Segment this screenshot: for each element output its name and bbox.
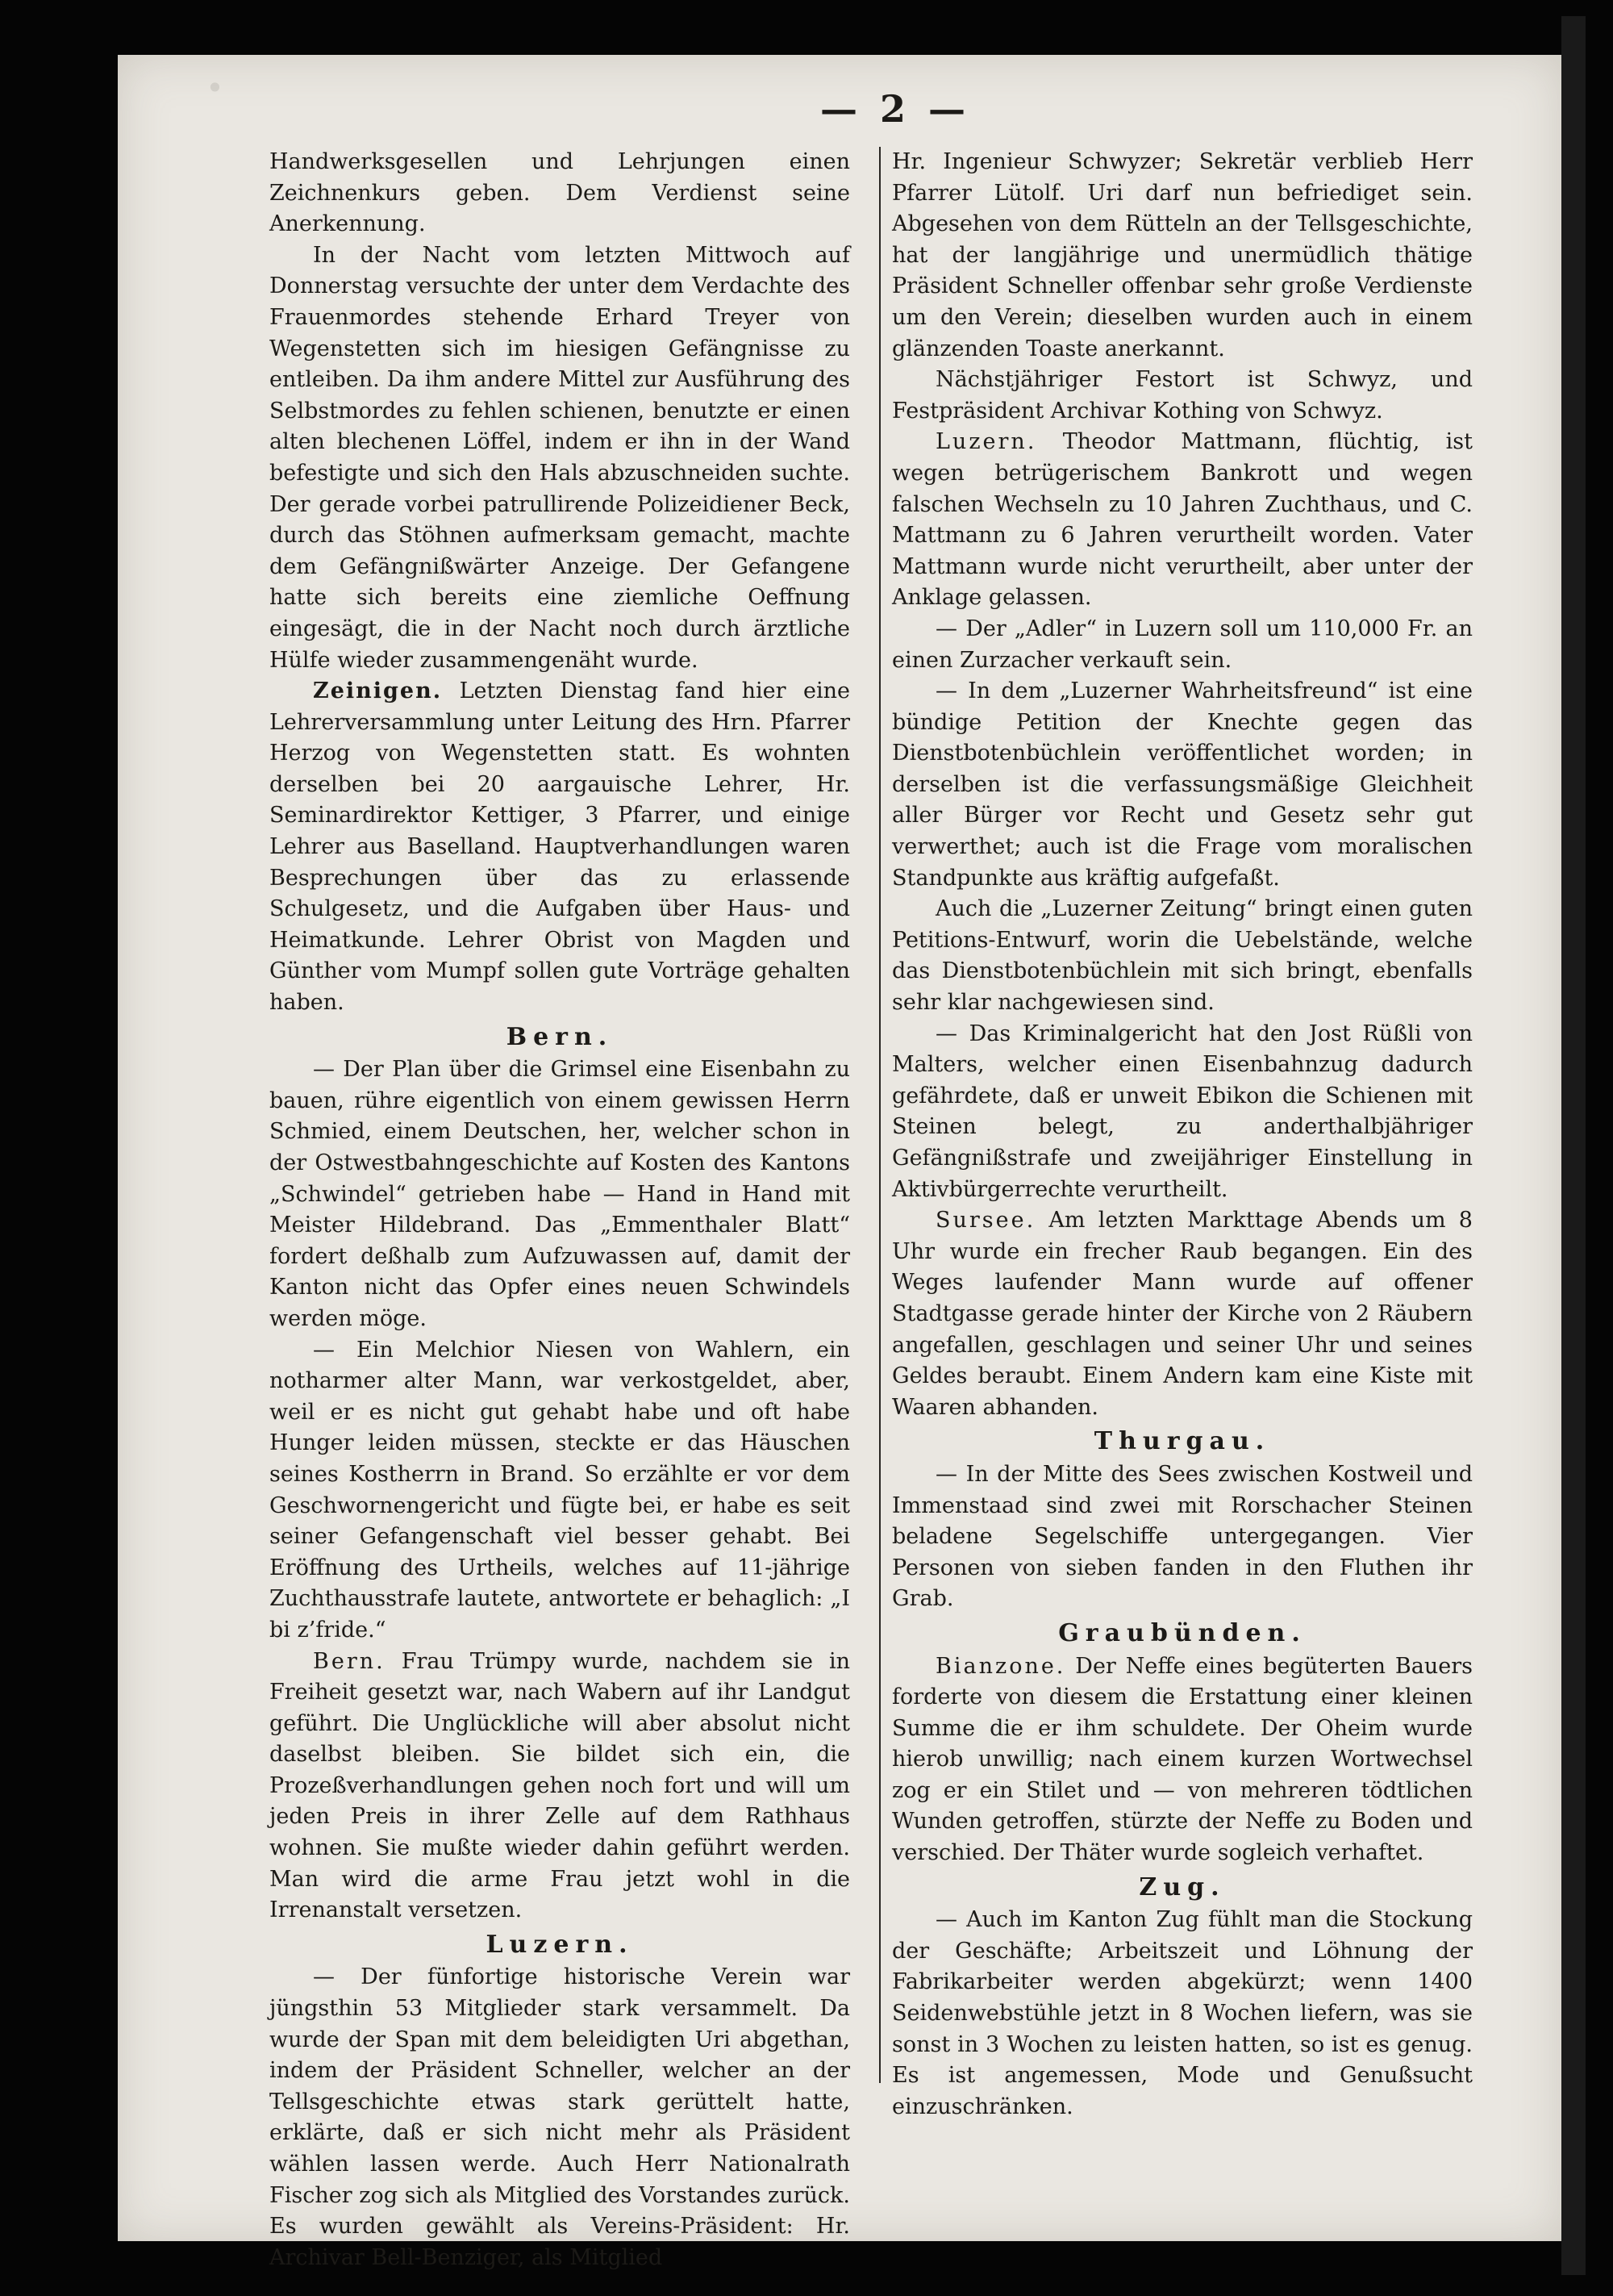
article-paragraph [892,365,1473,427]
paragraph-lead: Zeinigen. [313,678,443,704]
paragraph-text: Am letzten Markttage Abends um 8 Uhr wurde ein frecher Raub begangen. Ein des Weges laufender Mann wurde auf offener Stadtgasse gerade hinter der Kirche von 2 Räubern angefallen, geschlagen und seiner Uhr und seines Geldes beraubt. Einem Andern kam eine Kiste mit Waaren abhanden. [892,1208,1473,1420]
page-number: — 2 — [819,87,971,131]
section-heading: Bern. [506,1022,614,1051]
article-paragraph [269,676,850,1019]
paragraph-text: — In dem „Luzerner Wahrheitsfreund“ ist eine bündige Petition der Knechte gegen das Dienstbotenbüchlein veröffentlichet worden; in derselben ist die verfassungsmäßige Gleichheit aller Bürger vor Recht und Gesetz sehr gut verwerthet; auch ist die Frage vom moralischen Standpunkte aus kräftig aufgefaßt. [892,678,1473,891]
column-divider [879,147,881,2083]
article-paragraph [892,894,1473,1018]
article-paragraph [892,614,1473,676]
article-paragraph [892,1019,1473,1206]
article-paragraph [892,1205,1473,1423]
paragraph-text: Frau Trümpy wurde, nachdem sie in Freiheit gesetzt war, nach Wabern auf ihr Landgut geführt. Die Unglückliche will aber absolut nicht daselbst bleiben. Sie bildet sich ein, die Prozeßverhandlungen gehen noch fort und will um jeden Preis in ihrer Zelle auf dem Rathhaus wohnen. Sie mußte wieder dahin geführt werden. Man wird die arme Frau jetzt wohl in die Irrenanstalt versetzen. [269,1648,850,1923]
bleed-through-mark: · [206,60,223,116]
article-paragraph [269,240,850,676]
paragraph-text: — Der fünfortige historische Verein war jüngsthin 53 Mitglieder stark versammelt. Da wurde der Span mit dem beleidigten Uri abgethan, indem der Präsident Schneller, welcher an der Tellsgeschichte etwas stark gerüttelt hatte, erklärte, daß er sich nicht mehr als Präsident wählen lassen werde. Auch Herr Nationalrath Fischer zog sich als Mitglied des Vorstandes zurück. Es wurden gewählt als Vereins-Präsident: Hr. Archivar Bell-Benziger, als Mitglied [269,1964,850,2270]
paragraph-text: Auch die „Luzerner Zeitung“ bringt einen guten Petitions-Entwurf, worin die Uebelstände, welche das Dienstbotenbüchlein mit sich bringt, ebenfalls sehr klar nachgewiesen sind. [892,896,1473,1016]
article-paragraph [892,1459,1473,1615]
article-paragraph [892,1651,1473,1869]
right-column [892,147,1473,2123]
section-heading: Zug. [1139,1872,1226,1902]
paragraph-lead: Bern. [313,1648,386,1674]
paragraph-text: Nächstjähriger Festort ist Schwyz, und Festpräsident Archivar Kothing von Schwyz. [892,367,1473,424]
article-paragraph [892,147,1473,365]
section-heading: Graubünden. [1058,1618,1307,1647]
scan-edge-strip [1561,16,1586,2275]
article-paragraph [892,676,1473,894]
article-paragraph [892,427,1473,614]
paragraph-lead: Luzern. [936,429,1037,455]
article-paragraph [269,147,850,240]
article-paragraph [269,1335,850,1647]
paragraph-text: — Ein Melchior Niesen von Wahlern, ein notharmer alter Mann, war verkostgeldet, aber, weil er es nicht gut gehabt habe und oft habe Hunger leiden müssen, steckte er das Häuschen seines Kostherrn in Brand. So erzählte er vor dem Geschwornengericht und fügte bei, er habe es seit seiner Gefangenschaft viel besser gehabt. Bei Eröffnung des Urtheils, welches auf 11-jährige Zuchthausstrafe lautete, antwortete er behaglich: „I bi z’fride.“ [269,1337,850,1643]
section-heading: Thurgau. [1094,1427,1271,1456]
paragraph-text: — Der Plan über die Grimsel eine Eisenbahn zu bauen, rühre eigentlich von einem gewissen Herrn Schmied, einem Deutschen, her, welcher schon in der Ostwestbahngeschichte auf Kosten des Kantons „Schwindel“ getrieben habe — Hand in Hand mit Meister Hildebrand. Das „Emmenthaler Blatt“ fordert deßhalb zum Aufzuwassen auf, damit der Kanton nicht das Opfer eines neuen Schwindels werden möge. [269,1057,850,1331]
paragraph-text: Der Neffe eines begüterten Bauers forderte von diesem die Erstattung einer kleinen Summe die er ihm schuldete. Der Oheim wurde hierob unwillig; nach einem kurzen Wortwechsel zog er ein Stilet und — von mehreren tödtlichen Wunden getroffen, stürzte der Neffe zu Boden und verschied. Der Thäter wurde sogleich verhaftet. [892,1653,1473,1866]
paragraph-text: Handwerksgesellen und Lehrjungen einen Zeichnenkurs geben. Dem Verdienst seine Anerkennung. [269,149,850,237]
paragraph-text: Theodor Mattmann, flüchtig, ist wegen betrügerischem Bankrott und wegen falschen Wechseln zu 10 Jahren Zuchthaus, und C. Mattmann zu 6 Jahren verurtheilt worden. Vater Mattmann wurde nicht verurtheilt, aber unter der Anklage gelassen. [892,429,1473,611]
paragraph-lead: Bianzone. [936,1653,1066,1679]
paragraph-text: — In der Mitte des Sees zwischen Kostweil und Immenstaad sind zwei mit Rorschacher Steinen beladene Segelschiffe untergegangen. Vier Personen von sieben fanden in den Fluthen ihr Grab. [892,1461,1473,1612]
article-paragraph [892,1905,1473,2123]
article-paragraph [269,1647,850,1927]
left-column [269,147,850,2273]
section-heading: Luzern. [486,1930,634,1959]
paragraph-text: — Auch im Kanton Zug fühlt man die Stockung der Geschäfte; Arbeitszeit und Löhnung der Fabrikarbeiter werden abgekürzt; wenn 1400 Seidenwebstühle jetzt in 8 Wochen liefern, was sie sonst in 3 Wochen zu leisten hatten, so ist es genug. Es ist angemessen, Mode und Genußsucht einzuschränken. [892,1907,1473,2119]
paragraph-text: Hr. Ingenieur Schwyzer; Sekretär verblieb Herr Pfarrer Lütolf. Uri darf nun befriediget sein. Abgesehen von dem Rütteln an der Tellsgeschichte, hat der langjährige und unermüdlich thätige Präsident Schneller offenbar sehr große Verdienste um den Verein; dieselben wurden auch in einem glänzenden Toaste anerkannt. [892,149,1473,361]
paragraph-text: In der Nacht vom letzten Mittwoch auf Donnerstag versuchte der unter dem Verdachte des Frauenmordes stehende Erhard Treyer von Wegenstetten sich im hiesigen Gefängnisse zu entleiben. Da ihm andere Mittel zur Ausführung des Selbstmordes zu fehlen schienen, benutzte er einen alten blechenen Löffel, indem er ihn in der Wand befestigte und sich den Hals abzuschneiden suchte. Der gerade vorbei patrullirende Polizeidiener Beck, durch das Stöhnen aufmerksam gemacht, machte dem Gefängnißwärter Anzeige. Der Gefangene hatte sich bereits eine ziemliche Oeffnung eingesägt, die in der Nacht noch durch ärztliche Hülfe wieder zusammengenäht wurde. [269,242,850,673]
paragraph-text: — Das Kriminalgericht hat den Jost Rüßli von Malters, welcher einen Eisenbahnzug dadurch gefährdete, daß er unweit Ebikon die Schienen mit Steinen belegt, zu anderthalbjähriger Gefängnißstrafe und zweijähriger Einstellung in Aktivbürgerrechte verurtheilt. [892,1021,1473,1202]
paragraph-text: — Der „Adler“ in Luzern soll um 110,000 Fr. an einen Zurzacher verkauft sein. [892,616,1473,673]
paragraph-lead: Sursee. [936,1208,1036,1234]
paragraph-text: Letzten Dienstag fand hier eine Lehrerversammlung unter Leitung des Hrn. Pfarrer Herzog von Wegenstetten statt. Es wohnten derselben bei 20 aargauische Lehrer, Hr. Seminardirektor Kettiger, 3 Pfarrer, und einige Lehrer aus Baselland. Hauptverhandlungen waren Besprechungen über das zu erlassende Schulgesetz, und die Aufgaben über Haus- und Heimatkunde. Lehrer Obrist von Magden und Günther vom Mumpf sollen gute Vorträge gehalten haben. [269,678,850,1016]
article-paragraph [269,1962,850,2273]
article-paragraph [269,1054,850,1334]
